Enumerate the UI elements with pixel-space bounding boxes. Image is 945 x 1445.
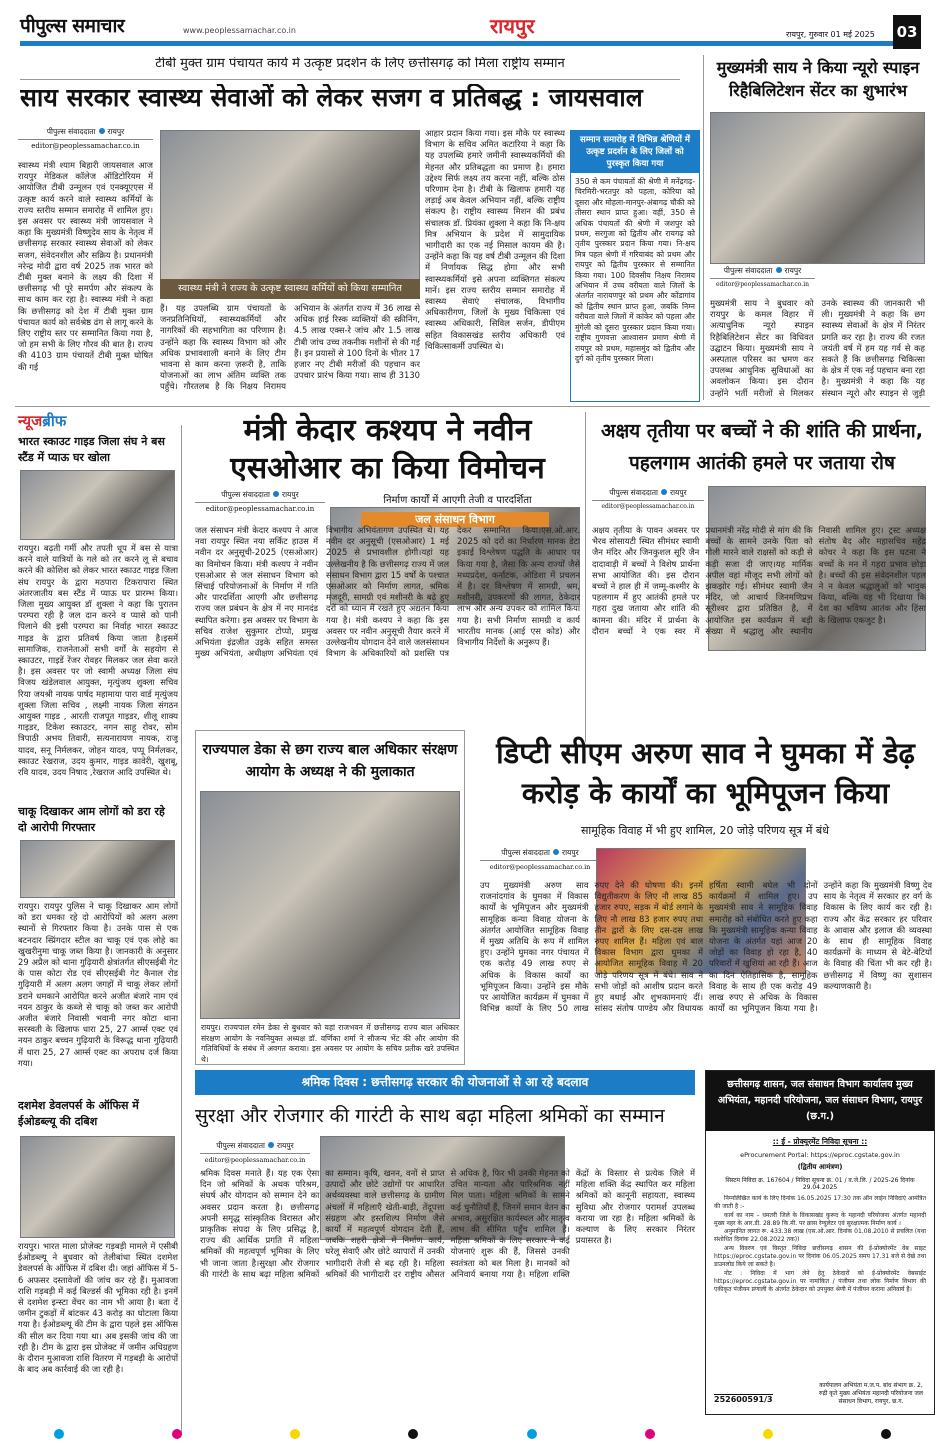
tender-text (714, 1195, 926, 1295)
tender-portal[interactable]: eProcurement Portal: https://eproc.cgstate.gov.in (740, 1151, 900, 1159)
tender-para: नोट : निविदा में भाग लेने हेतु ठेकेदारों को ई-प्रोक्योरमेंट वेबसाईट https://eproc.cgstate.gov.in पर नामांकित / पंजीयन तथा लोक निर्माण विभाग की एकीकृत पंजीयन प्रणाली के अंतर्गत ठेकेदार को उपयुक्त श्रेणी में पंजीयन कराना अनिवार्य है। (714, 1269, 926, 1294)
email-link[interactable]: editor@peoplessamachar.co.in (205, 505, 315, 513)
dot-icon (273, 491, 279, 497)
logo: पीपुल्स समाचार (20, 15, 125, 37)
edition-name: रायपुर (490, 14, 535, 38)
governor-box (195, 730, 465, 1065)
photo-banner: जल संसाधन विभाग (361, 512, 549, 527)
byline (18, 127, 153, 140)
divider (15, 406, 930, 407)
brief-headline: दशमेश डेवलपर्स के ऑफिस में ईओडब्ल्यू की दबिश (18, 1099, 139, 1128)
news-brief-label (18, 411, 66, 431)
lead-byline-block (18, 127, 153, 150)
kashyap-headline: मंत्री केदार कश्यप ने नवीन एसओआर का किया विमोचन (230, 413, 545, 486)
labour-banner: श्रमिक दिवस : छत्तीसगढ़ सरकार की योजनाओं से आ रहे बदलाव (195, 1070, 695, 1095)
byline-name: पीपुल्स संवाददाता (216, 1141, 265, 1150)
tender-ref: सिस्टम निविदा क्र. 167604 / निविदा सूचना क्र. 01 / व.जे.लि. / 2025-26 दिनांक 29.04.2025 (725, 1177, 915, 1191)
kashyap-subhead: निर्माण कार्यों में आएगी तेजी व पारदर्शिता (383, 495, 532, 506)
byline-city: रायपुर (107, 127, 125, 136)
site-url[interactable]: www.peoplessamachar.co.in (183, 26, 296, 35)
lead-body-2: हैं। यह उपलब्धि ग्राम पंचायतों के जनप्रतिनिधियों, स्वास्थ्यकर्मियों और नागरिकों की सहभागिता का परिणाम है। उन्होंने कहा कि स्वास्थ्य विभाग को और अधिक प्रभावशाली बनाने के लिए टीम भावना से काम करना ज़रूरी है, ताकि योजनाओं का लाभ अंतिम व्यक्ति तक पहुँचे। गौरतलब है कि निक्षय निरामय अभियान के अंतर्गत राज्य में 36 लाख से अधिक हाई रिस्क व्यक्तियों की स्क्रीनिंग, 4.5 लाख एक्स-रे जांच और 1.5 लाख टीबी जांच उच्च तकनीक मशीनों से की गई हैं। इन प्रयासों से 100 दिनों के भीतर 17 हजार नए टीबी मरीजों की पहचान कर उपचार प्रारंभ किया गया। साथ ही 3130 (160, 303, 420, 392)
tender-notice (705, 1070, 935, 1415)
byline-city: रायपुर (784, 266, 802, 275)
brief-body: रायपुर। रायपुर पुलिस ने चाकू दिखाकर आम लोगों को डरा धमका रहे दो आरोपियों को अलग अलग स्थानों से गिरफ्तार किया है। उनके पास से एक बटनदार स्प्रिंगदार स्टील का चाकू एवं एक लोहे का खुखरीनुमा चाकू जब्त किया है। जानकारी के अनुसार 29 अप्रैल को थाना गुढ़ियारी क्षेत्रांतर्गत सीएसईबी गेट के पास कोटा रोड एवं सीएसईबी गेट कैनाल रोड गुढ़ियारी में अलग अलग जगहों में चाकू लेकर लोगों डराने धमकाने आरोपित करने अजीत बंजारे नाम एवं नयन ठाकुर के कब्जे से चाकू को जब्त कर आरोपी अजीत बंजारे निवासी भवानी नगर कोटा थाना सरस्वती के खिलाफ धारा 25, 27 आर्म्स एक्ट एवं नयन ठाकुर बच्चन गुढ़ियारी के विरूद्ध थाना गुढ़ियारी में धारा 25, 27 आर्म्स एक्ट का अपराध दर्ज किया गया। (18, 901, 178, 1068)
brief-photo (20, 1136, 175, 1238)
divider (20, 79, 680, 80)
awards-box-body: 350 से कम पंचायतों की श्रेणी में मनेंद्रगढ़-चिरमिरी-भरतपुर को पहला, कोरिया को दूसरा और मोहला-मानपुर-अंबागढ़ चौकी को तीसरा स्थान प्राप्त हुआ। वहीं, 350 से अधिक पंचायतों की श्रेणी में जशपुर को प्रथम, सरगुजा को द्वितीय और रायगढ़ को तृतीय पुरस्कार प्रदान किया गया। नि-क्षय मित्र पहल श्रेणी में गरियाबंद को प्रथम और रायपुर को द्वितीय पुरस्कार से सम्मानित किया गया। 100 दिवसीय निक्षय निरामय अभियान में उच्च वरीयता वाले जिलों के अंतर्गत नारायणपुर को प्रथम और कोंडागांव को द्वितीय स्थान प्राप्त हुआ, जबकि निम्न वरीयता वाले जिलों में कांकेर को पहला और मुंगेली को दूसरा पुरस्कार प्रदान किया गया। राष्ट्रीय गुणवत्ता आश्वासन प्रमाण श्रेणी में रायपुर को प्रथम, महासमुंद को द्वितीय और दुर्ग को तृतीय पुरस्कार मिला। (575, 177, 695, 363)
byline-name: पीपुल्स संवाददाता (609, 488, 658, 497)
kashyap-byline-block (195, 490, 325, 513)
neuro-photo (710, 112, 925, 264)
labour-headline: सुरक्षा और रोजगार की गारंटी के साथ बढ़ा महिला श्रमिकों का सम्मान (195, 1105, 665, 1127)
akshay-byline-block (592, 488, 704, 510)
governor-headline: राज्यपाल डेका से छग राज्य बाल अधिकार संरक्षण आयोग के अध्यक्ष ने की मुलाकात (202, 742, 458, 780)
tender-round: (द्वितीय आमंत्रण) (797, 1163, 843, 1171)
registration-mark-icon (54, 1429, 64, 1439)
dot-icon (99, 128, 105, 134)
masthead (0, 0, 945, 46)
tender-signature: कार्यपालन अभियंता म.ज.प. बांध संभाग क्र. 2, रुद्री कृते मुख्य अभियंता महानदी परियोजना जल संसाधन विभाग, रायपुर, छ.ग. (819, 1382, 923, 1405)
tender-para: अनुमानित लागत रू. 433.38 लाख (एस.ओ.आर. दिनांक 01.08.2010 से प्रचलित (यथा संशोधित दिनांक 22.08.2022 तक)) (714, 1228, 926, 1244)
page-number: 03 (893, 15, 921, 49)
deputy-cm-headline: डिप्टी सीएम अरुण साव ने घुमका में डेढ़ करोड़ के कार्यों का भूमिपूजन किया (496, 736, 915, 810)
lead-kicker: टीबी मुक्त ग्राम पंचायत कार्य में उत्कृष्ट प्रदर्शन के लिए छत्तीसगढ़ को मिला राष्ट्रीय सम्मान (155, 57, 565, 71)
print-color-strip (0, 1428, 945, 1440)
dot-icon (268, 1142, 274, 1148)
byline-city: रायपुर (277, 1141, 294, 1150)
tender-code: 252600591/3 (714, 1395, 773, 1404)
dot-icon (553, 849, 559, 855)
email-link[interactable]: editor@peoplessamachar.co.in (489, 863, 591, 871)
divider (703, 55, 704, 400)
neuro-body: मुख्यमंत्री साय ने बुधवार को रायपुर के कमल विहार में अत्याधुनिक न्यूरो स्पाइन रिहैबिलिटेशन सेंटर का विधिवत उद्घाटन किया। मुख्यमंत्री साय ने अस्पताल परिसर का भ्रमण कर उपलब्ध आधुनिक सुविधाओं का अवलोकन किया। इस दौरान उन्होंने भर्ती मरीजों से मिलकर उनके स्वास्थ्य की जानकारी भी ली। मुख्यमंत्री ने कहा कि छग स्वास्थ्य सेवाओं के क्षेत्र में निरंतर प्रगति कर रहा है। राज्य की रजत जयंती वर्ष में हम यह गर्व से कह सकते हैं कि छत्तीसगढ़ चिकित्सा के क्षेत्र में एक नई पहचान बना रहा है। मुख्यमंत्री ने कहा कि यह संस्थान न्यूरो और स्पाइन से जुड़ी (710, 298, 925, 398)
registration-mark-icon (172, 1429, 182, 1439)
divider (585, 412, 586, 742)
akshay-body: अक्षय तृतीया के पावन अवसर पर भैरव सोसायटी स्थित सीमंधर स्वामी जैन मंदिर और जिनकुशल सूरि जैन दादावाड़ी में बच्चों ने विशेष प्रार्थना सभा आयोजित की। इस दौरान बच्चों ने हाल ही में जम्मू-कश्मीर के पहलगाम में हुए आतंकी हमले पर गहरा दुख जताया और शांति की कामना की। मंदिर में प्रार्थना के दौरान बच्चों ने एक स्वर में प्रधानमंत्री नरेंद्र मोदी से मांग की कि बच्चों के सामने उनके पिता को गोली मारने वाले राक्षसों को कड़ी से कड़ी सजा दी जाए।यह मार्मिक अपील वहां मौजूद सभी लोगों को झकझोर गई। सीमंधर स्वामी जैन मंदिर, जो आचार्य जिनमणिप्रभ सूरीश्वर द्वारा प्रतिष्ठित है, में आयोजित इस कार्यक्रम में बड़ी संख्या में श्रद्धालु और स्थानीय निवासी शामिल हुए। ट्रस्ट अध्यक्ष संतोष बैद और महासचिव महेंद्र कोचर ने कहा कि इस घटना ने बच्चों के मन में गहरा प्रभाव छोड़ा है। बच्चों की इस संवेदनशील पहल ने न केवल श्रद्धालुओं को भावुक किया, बल्कि यह भी दिखाया कि देश का भविष्य आतंक और हिंसा के खिलाफ एकजुट है। (592, 525, 926, 636)
lead-photo (160, 130, 420, 280)
email-link[interactable]: editor@peoplessamachar.co.in (601, 503, 695, 510)
awards-box (570, 130, 700, 402)
byline-name: पीपुल्स संवाददाता (723, 266, 773, 275)
neuro-headline: मुख्यमंत्री साय ने किया न्यूरो स्पाइन रिहैबिलिटेशन सेंटर का शुभारंभ (716, 58, 920, 100)
email-link[interactable]: editor@peoplessamachar.co.in (716, 281, 809, 288)
kashyap-body: जल संसाधन मंत्री केदार कश्यप ने आज नवा रायपुर स्थित नया सर्किट हाउस में नवीन दर अनुसूची-2025 (एसओआर) का विमोचन किया। मंत्री कश्यप ने नवीन एसओआर से जल संसाधन विभाग को सिंचाई परियोजनाओं के निर्माण में गति और पारदर्शिता आएगी और छत्तीसगढ़ राज्य जल प्रबंधन के क्षेत्र में नए मानदंड स्थापित करेगा। इस अवसर पर विभाग के सचिव राजेश सुकुमार टोप्पो, प्रमुख अभियंता इंद्रजीत उइके सहित समस्त मुख्य अभियंता, अधीक्षण अभियंता एवं विभागीय अभियंतागण उपस्थित थे। यह नवीन दर अनुसूची (एसओआर) 1 मई 2025 से प्रभावशील होगी।यहां यह उल्लेखनीय है कि छत्तीसगढ़ राज्य में जल संसाधन विभाग द्वारा 15 वर्षों के पश्चात एसओआर को निर्माण लागत, श्रमिक मजदूरी, सामग्री एवं मशीनरी के बढ़े हुए दरों को ध्यान में रखते हुए अद्यतन किया गया है। मंत्री कश्यप ने कहा कि इस अवसर पर नवीन अनुसूची तैयार करने में उल्लेखनीय योगदान देने वाले जलसंसाधन विभाग के अधिकारियों को प्रशस्ति पत्र देकर सम्मानित किया।एस.ओ.आर. 2025 को दरों का निर्धारण मानक डेटा इकाई विश्लेषण पद्धति के आधार पर किया गया है, जैसा कि अन्य राज्यों जैसे मध्यप्रदेश, कर्नाटक, ओडिशा में प्रचलन में है। दर विश्लेषण में सामग्री, श्रम, मशीनरी, उपकरणों की लागत, ठेकेदार लाभ और अन्य उपकर को शामिल किया गया है। सभी निर्माण सामग्री व कार्य भारतीय मानक (आई एस कोड) और विभागीय निर्देशों के अनुरूप हैं। (195, 525, 580, 659)
lead-photo-caption: स्वास्थ्य मंत्री ने राज्य के उत्कृष्ट स्वास्थ्य कर्मियों को किया सम्मानित (160, 279, 420, 299)
tender-para: कार्य का नाम – धमतरी जिले के विकासखंड कुरूद के महानदी परियोजना अंतर्गत महानदी मुख्य नहर के आर.डी. 28.89 कि.मी. पर क्रास रेग्युलेटर एवं सुरक्षात्मक निर्माण कार्य । (714, 1211, 926, 1227)
tender-para: निम्नलिखित कार्य के लिए दिनांक 16.05.2025 17:30 तक ऑन लाईन निविदाएं आमंत्रित की जाती है :- (714, 1195, 926, 1211)
deputy-cm-subhead: सामूहिक विवाह में भी हुए शामिल, 20 जोड़े परिणय सूत्र में बंधे (581, 824, 829, 837)
brief-photo (20, 470, 175, 540)
brief-label-b: ब्रीफ (42, 412, 67, 430)
registration-mark-icon (527, 1429, 537, 1439)
lead-headline: साय सरकार स्वास्थ्य सेवाओं को लेकर सजग व प्रतिबद्ध : जायसवाल (20, 84, 643, 112)
byline-name: पीपुल्स संवाददाता (46, 127, 96, 136)
brief-body: रायपुर। भारत माला प्रोजेक्ट गड़बड़ी मामले में एसीबी ईओडब्ल्यू ने बुधवार को तेलीबांधा स्थित दशमेश डेवलपर्स के ऑफिस में दबिश दी। जहां ऑफिस में 5-6 अफसर दस्तावेजों की जांच कर रहे हैं। मुआवजा राशि गड़बड़ी में कई बिल्डर्स की भूमिका रही है। इनमें से दशमेश इन्स्टा वेंचर का नाम भी आया है। बता दें जमीन टुकड़ों में बांटकर 43 करोड़ का घोटाला किया गया है। ईओडब्ल्यू की टीम के द्वारा पहले इस ऑफिस की सील कर दिया गया था। अब इसकी जांच की जा रही है। टीम के द्वारा इस प्रोजेक्ट में जमीन अधिग्रहण के दौरान मुआवजा राशि वितरण में गड़बड़ी के आरोपों के बाद अब कार्रवाई की जा रही है। (18, 1241, 178, 1375)
email-link[interactable]: editor@peoplessamachar.co.in (31, 142, 140, 150)
brief-headline: चाकू दिखाकर आम लोगों को डरा रहे दो आरोपी गिरफ्तार (18, 805, 165, 834)
governor-caption: रायपुर। राज्यपाल रमेन डेका से बुधवार को यहां राजभवन में छत्तीसगढ़ राज्य बाल अधिकार संरक्षण आयोग के नवनियुक्त अध्यक्ष डॉ. वर्णिका शर्मा ने सौजन्य भेंट की और आयोग की गतिविधियों के संबंध में अवगत कराया। इस अवसर पर आयोग के सचिव प्रतीक खरे उपस्थित थे। (201, 1023, 459, 1064)
registration-mark-icon (645, 1429, 655, 1439)
labour-body: श्रमिक दिवस मनाते हैं। यह एक ऐसा दिन जो श्रमिकों के अथक परिश्रम, संघर्ष और योगदान को सम्मान देने का अवसर प्रदान करता है। छत्तीसगढ़ अपनी समृद्ध सांस्कृतिक विरासत और प्राकृतिक संपदा के लिए प्रसिद्ध है, राज्य की आर्थिक प्रगति में महिला श्रमिकों की महत्वपूर्ण भूमिका के लिए भी जाना जाता है।सुरक्षा और रोजगार की गारंटी के साथ बढ़ा महिला श्रमिकों का सम्मान। कृषि, खनन, वनों से प्राप्त उत्पादों और छोटे उद्योगों पर आधारित अर्थव्यवस्था वाले छत्तीसगढ़ के ग्रामीण अंचलों में महिलाएँ खेती-बाड़ी, तेंदूपत्ता संग्रहण और हस्तशिल्प निर्माण जैसे कार्यों में महत्वपूर्ण योगदान देती हैं, जबकि शहरी क्षेत्रों में निर्माण कार्य, घरेलू सेवाएँ और छोटे व्यापारों में उनकी भागीदारी तेजी से बढ़ रही है। महिला श्रमिकों की भागीदारी दर राष्ट्रीय औसत से अधिक है, फिर भी उनकी मेहनत को उचित मान्यता और पारिश्रमिक नहीं मिल पाता। महिला श्रमिकों के सामने कई चुनौतियाँ हैं, जिनमें समान वेतन का अभाव, असुरक्षित कार्यस्थल और मातृत्व लाभ की सीमित पहुँच शामिल हैं। महिला श्रमिकों के लिए सरकार ने कई योजनाएं शुरू की हैं, जिससे उनकी स्वतंत्रता को बल मिला है। मानकों को अनिवार्य बनाया गया है। महिला शक्ति केंद्रों के विस्तार से प्रत्येक जिले में महिला शक्ति केंद्र स्थापित कर महिला श्रमिकों को कानूनी सहायता, स्वास्थ्य सुविधा और रोजगार परामर्श उपलब्ध कराया जा रहा है। महिला श्रमिकों के कल्याण के लिए सरकार निरंतर प्रयासरत है। (200, 1168, 695, 1279)
brief-photo (20, 840, 175, 898)
byline (480, 848, 600, 861)
registration-mark-icon (290, 1429, 300, 1439)
deputy-cm-body: उप मुख्यमंत्री अरुण साव राजनांदगांव के घुमका में विकास कार्यों के भूमिपूजन और मुख्यमंत्री सामूहिक कन्या विवाह योजना के अंतर्गत आयोजित सामूहिक विवाह में मुख्य अतिथि के रूप में शामिल हुए। उन्होंने घुमका नगर पंचायत में एक करोड़ 49 लाख रुपए से अधिक के विकास कार्यों का भूमिपूजन किया। उन्होंने इस मौके पर आयोजित कार्यक्रम में घुमका में विभिन्न कार्यों के लिए 50 लाख रुपए देने की घोषणा की। इनमें विद्युतीकरण के लिए नौ लाख 85 हजार रुपए, सड़क में बोर्ड लगाने के लिए नौ लाख 83 हजार रुपए तथा तीन द्वारों के लिए दस-दस लाख रुपए शामिल हैं। महिला एवं बाल विकास विभाग द्वारा घुमका में आयोजित सामूहिक विवाह में 20 जोड़े परिणय सूत्र में बंधे। साव ने सभी जोड़ों को आशीष प्रदान करते हुए बधाई और शुभकामनाएं दीं। सांसद संतोष पाण्डेय और विधायक हर्षिता स्वामी बघेल भी दोनों कार्यक्रमों में शामिल हुए। उप मुख्यमंत्री साव ने सामूहिक विवाह समारोह को संबोधित करते हुए कहा कि मुख्यमंत्री सामूहिक कन्या विवाह योजना के अंतर्गत यहां आज 20 जोड़ों का विवाह हो रहा है, 40 परिवारों में खुशियां आ रही हैं। आज का दिन ऐतिहासिक है, सामूहिक विवाह के साथ ही एक करोड़ 49 लाख रुपए से अधिक के विकास कार्यों का भूमिपूजन किया गया है। उन्होंने कहा कि मुख्यमंत्री विष्णु देव साय के नेतृत्व में सरकार हर वर्ग के विकास के लिए कार्य कर रही है। राज्य और केंद्र सरकार हर परिवार के आवास और इलाज की व्यवस्था के साथ ही सामूहिक विवाह कार्यक्रमों के माध्यम से बेटे-बेटियों के विवाह की चिंता भी कर रही है। छत्तीसगढ़ में विष्णु का सुशासन कल्याणकारी है। (480, 880, 932, 1014)
deputy-cm-byline-block (480, 848, 600, 871)
byline-city: रायपुर (670, 488, 687, 497)
email-link[interactable]: editor@peoplessamachar.co.in (204, 1156, 306, 1164)
byline (592, 488, 704, 501)
divider (181, 425, 182, 1435)
lead-body-3: आहार प्रदान किया गया। इस मौके पर स्वास्थ्य विभाग के सचिव अमित कटारिया ने कहा कि यह उपलब्धि हमारे जमीनी स्वास्थ्यकर्मियों की मेहनत और प्रतिबद्धता का प्रमाण है। हमारा उद्देश्य सिर्फ लक्ष्य तय करना नहीं, बल्कि ठोस परिणाम देना है। टीबी के खिलाफ हमारी यह लड़ाई अब केवल अभियान नहीं, बल्कि राष्ट्रीय संकल्प है। राष्ट्रीय स्वास्थ्य मिशन की प्रबंध संचालक डॉ. प्रियंका शुक्ला ने कहा कि नि-क्षय मित्र अभियान के प्रदेश में सामुदायिक भागीदारी का एक नई मिसाल कायम की है। उन्होंने कहा कि यह वर्ष टीबी उन्मूलन की दिशा में निर्णायक सिद्ध होगा और सभी स्वास्थ्यकर्मियों इसे अपना व्यक्तिगत संकल्प मानें। इस राज्य स्तरीय सम्मान समारोह में स्वास्थ्य सेवाएं संचालक, विभागीय अधिकारीगण, जिलों के मुख्य चिकित्सा एवं स्वास्थ्य अधिकारी, सिविल सर्जन, डीपीएम सहित विकासखंड स्तरीय अधिकारी एवं चिकित्साकर्मी उपस्थित थे। (425, 128, 565, 351)
byline-name: पीपुल्स संवाददाता (221, 490, 270, 499)
byline (200, 1141, 310, 1154)
byline-name: पीपुल्स संवाददाता (501, 848, 550, 857)
tender-para: अन्य विवरण एवं विस्तृत निविदा छत्तीसगढ़ शासन की ई-प्रोक्योरमेंट वेब साइट https://eproc.cgstate.gov.in पर दिनांक 06.05.2025 समय 17.31 बजे से देखे तथा डाउनलोड किये जा सकते है। (714, 1244, 926, 1269)
byline (195, 490, 325, 503)
registration-mark-icon (763, 1429, 773, 1439)
lead-body-1: स्वास्थ्य मंत्री श्याम बिहारी जायसवाल आज रायपुर मेडिकल कॉलेज ऑडिटोरियम में आयोजित टीबी उन्मूलन एवं एनक्यूएएस में उत्कृष्ट कार्य करने वाले स्वास्थ्य कर्मियों के राज्य स्तरीय सम्मान समारोह में शामिल हुए। इस अवसर पर स्वास्थ्य मंत्री जायसवाल ने कहा कि मुख्यमंत्री विष्णुदेव साय के नेतृत्व में छत्तीसगढ़ सरकार स्वास्थ्य सेवाओं को लेकर सजग, संवेदनशील और सक्रिय है। प्रधानमंत्री नरेन्द्र मोदी द्वारा वर्ष 2025 तक भारत को टीबी मुक्त बनाने के लक्ष्य की दिशा में छत्तीसगढ़ भी पूरे समर्पण और संकल्प के साथ काम कर रहा है। स्वास्थ्य मंत्री ने कहा कि छत्तीसगढ़ को देश में टीबी मुक्त ग्राम पंचायत कार्य को सर्वश्रेष्ठ ढंग से लागू करने के लिए राष्ट्रीय स्तर पर सम्मानित किया गया है, जो हम सभी के लिए गौरव की बात है। राज्य की 4103 ग्राम पंचायतें टीबी मुक्त घोषित की गई (18, 160, 153, 372)
byline-city: रायपुर (562, 848, 579, 857)
brief-label-a: न्यूज (18, 412, 43, 430)
byline-city: रायपुर (282, 490, 299, 499)
awards-box-title: सम्मान समारोह में विभिन्न श्रेणियों में उत्कृष्ट प्रदर्शन के लिए जिलों को पुरस्कृत किया गया (571, 131, 699, 173)
tender-title: :: ई - प्रोक्यूरमेंट निविदा सूचना :: (772, 1137, 868, 1146)
tender-header: छत्तीसगढ़ शासन, जल संसाधन विभाग कार्यालय मुख्य अभियंता, महानदी परियोजना, जल संसाधन विभाग, रायपुर (छ.ग.) (706, 1071, 934, 1131)
akshay-headline: अक्षय तृतीया पर बच्चों ने की शांति की प्रार्थना, पहलगाम आतंकी हमले पर जताया रोष (601, 420, 923, 474)
registration-mark-icon (881, 1429, 891, 1439)
governor-photo (200, 791, 460, 1019)
issue-date: रायपुर, गुरुवार 01 मई 2025 (786, 30, 875, 39)
brief-body: रायपुर। बढ़ती गर्मी और तपती धूप में बस से यात्रा करने वाले यात्रियों के गले को तर करने लू से बचाव करने की कोशिश को लेकर भारत स्काउट गाइड जिला संघ रायपुर के द्वारा मठपारा टिकरापारा स्थित अंतरजातीय बस स्टैंड में प्याऊ घर प्रारम्भ किया। जिला मुख्य आयुक्त डॉ शुक्ला ने कहा कि पुरातन परम्परा रही है जल दान करने व प्यासे को पानी पिलाने की इसी परम्परा का निर्वाह भारत स्काउट गाइड के द्वारा प्रतिवर्ष किया जाता है।इसमें सामाजिक, राजनेताओं सभी वर्गों के सहयोग से स्काउटर, गाइडें रेंजर रोवहर मिलकर जल सेवा करते है। इस अवसर पर जो स्वामी अध्यक्ष जिला संघ विजय खंडेलवाल आयुक्त, मृत्युंजय शुक्ला सचिव रिया जयश्री नायक पार्षद महामाया पारा वार्ड मृत्युंजय शुक्ला जिला सचिव , लक्ष्मी नायक जिला संगठन आयुक्त गाइड , आरती राजपूत गाइडर, शीलू शाक्य गाइडर, टिकेश स्काउटर, नगन साहू रोवर, सोम त्रिपाठी अभय तिवारी, सत्यनारायण नायक, राजू यादव, सनू निर्मलकर, जोहन यादव, पप्पू निर्मलकर, स्काउट रेखराज, उदय कुमार, गाइड कावेरी, खुशबू, रवि यादव, उदय निषाद ,रेखराज आदि उपस्थित थे। (18, 543, 178, 778)
masthead-rule (20, 41, 893, 46)
registration-mark-icon (408, 1429, 418, 1439)
labour-byline-block (200, 1141, 310, 1164)
dot-icon (661, 489, 667, 495)
brief-headline: भारत स्काउट गाइड जिला संघ ने बस स्टैंड में प्याऊ घर खोला (18, 435, 165, 464)
